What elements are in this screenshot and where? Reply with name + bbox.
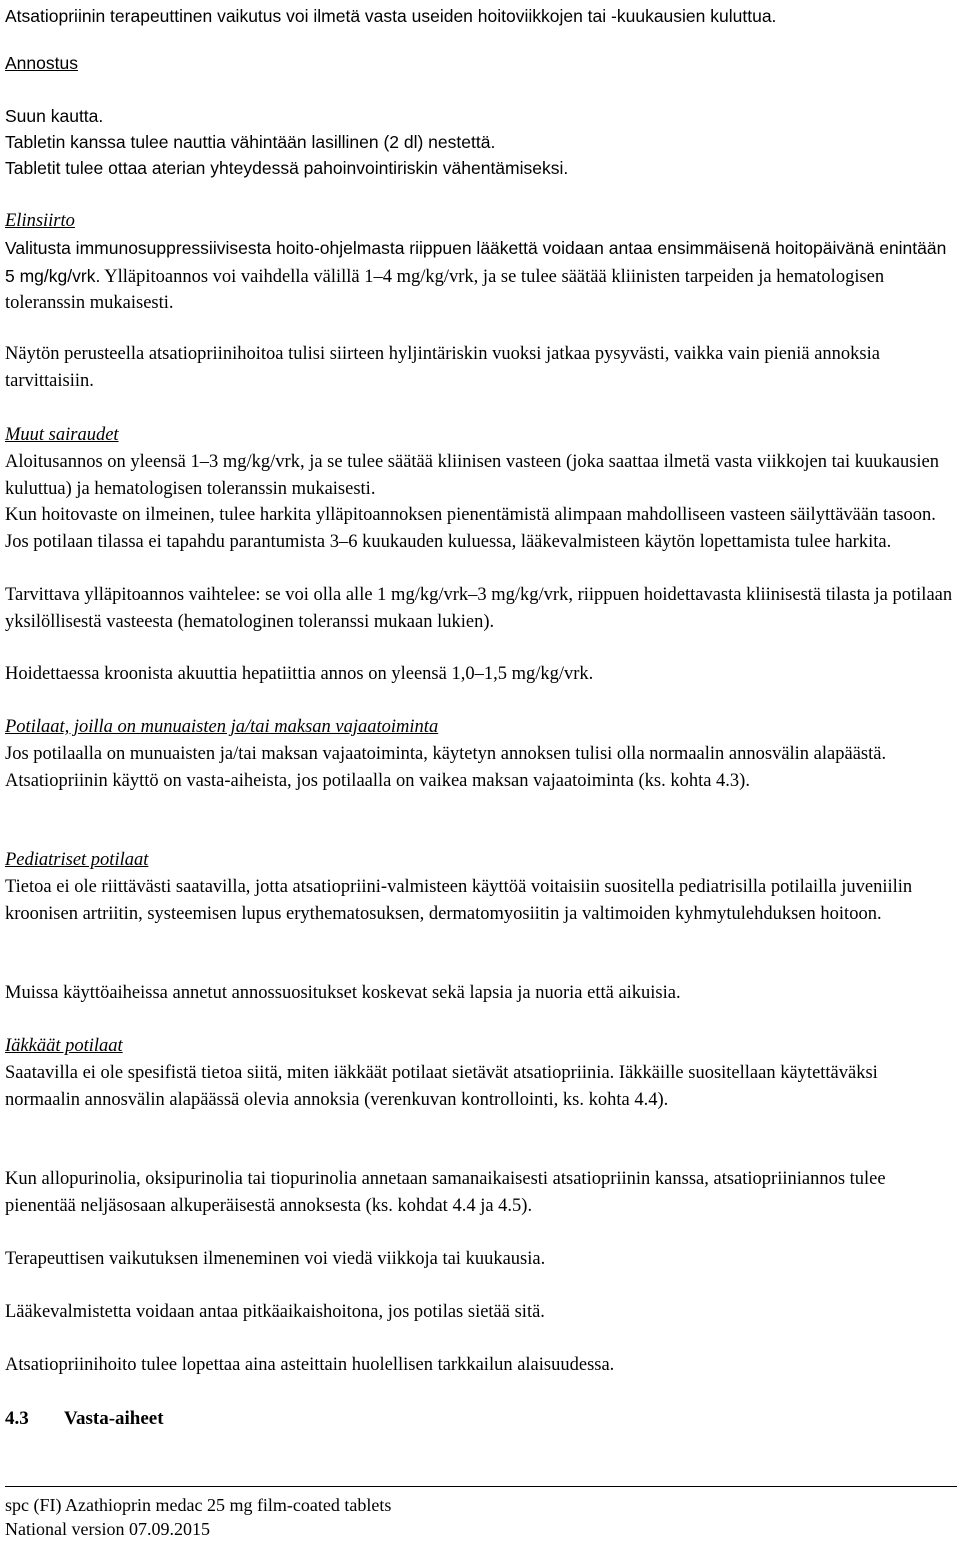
section-title: Vasta-aiheet bbox=[64, 1408, 164, 1429]
intro-line: Atsatiopriinin terapeuttinen vaikutus voi ilmetä vasta useiden hoitoviikkojen tai -kuukausien kuluttua. bbox=[5, 6, 777, 26]
iakkaat-text: Saatavilla ei ole spesifistä tietoa siitä, miten iäkkäät potilaat sietävät atsatiopriinia. Iäkkäille suositellaan käytettäväksi normaalin annosvälin alapäässä olevia annoksia (verenkuvan kontrollointi, ks. kohta 4.4). bbox=[5, 1063, 878, 1110]
closing-p4: Atsatiopriinihoito tulee lopettaa aina asteittain huolellisen tarkkailun alaisuudessa. bbox=[5, 1355, 615, 1375]
closing-p3: Lääkevalmistetta voidaan antaa pitkäaikaishoitona, jos potilas sietää sitä. bbox=[5, 1302, 545, 1322]
page-footer bbox=[5, 1493, 391, 1541]
munuais-heading: Potilaat, joilla on munuaisten ja/tai maksan vajaatoiminta bbox=[5, 717, 439, 737]
closing-p1: Kun allopurinolia, oksipurinolia tai tiopurinolia annetaan samanaikaisesti atsatiopriinin kanssa, atsatiopriiniannos tulee pienentää neljäsosaan alkuperäisestä annoksesta (ks. kohdat 4.4 ja 4.5). bbox=[5, 1169, 886, 1216]
munuais-text: Jos potilaalla on munuaisten ja/tai maksan vajaatoiminta, käytetyn annoksen tulisi olla normaalin annosvälin alapäästä. Atsatiopriinin käyttö on vasta-aiheista, jos potilaalla on vaikea maksan vajaatoiminta (ks. kohta 4.3). bbox=[5, 744, 887, 791]
elinsiirto-text bbox=[5, 235, 957, 317]
section-number: 4.3 bbox=[5, 1408, 29, 1429]
footer-line-1: spc (FI) Azathioprin medac 25 mg film-coated tablets bbox=[5, 1495, 392, 1515]
elinsiirto-note: Näytön perusteella atsatiopriinihoitoa tulisi siirteen hyljintäriskin vuoksi jatkaa pysyvästi, vaikka vain pieniä annoksia tarvittaisiin. bbox=[5, 344, 880, 391]
muut-p3: Tarvittava ylläpitoannos vaihtelee: se voi olla alle 1 mg/kg/vrk–3 mg/kg/vrk, riippuen hoidettavasta kliinisestä tilasta ja potilaan yksilöllisestä vasteesta (hematologinen toleranssi mukaan lukien). bbox=[5, 585, 953, 632]
footer-line-2: National version 07.09.2015 bbox=[5, 1519, 210, 1539]
muut-p4: Hoidettaessa kroonista akuuttia hepatiittia annos on yleensä 1,0–1,5 mg/kg/vrk. bbox=[5, 664, 594, 684]
elinsiirto-text-serif: Ylläpitoannos voi vaihdella välillä 1–4 mg/kg/vrk, ja se tulee säätää kliinisten tarpeiden ja hematologisen toleranssin mukaisesti. bbox=[5, 266, 885, 313]
muut-p2: Kun hoitovaste on ilmeinen, tulee harkita ylläpitoannoksen pienentämistä alimpaan mahdolliseen vasteen säilyttävään tasoon. Jos potilaan tilassa ei tapahdu parantumista 3–6 kuukauden kuluessa, lääkevalmisteen käytön lopettamista tulee harkita. bbox=[5, 505, 936, 552]
muut-heading: Muut sairaudet bbox=[5, 425, 119, 445]
iakkaat-heading: Iäkkäät potilaat bbox=[5, 1036, 123, 1056]
annostus-line-3: Tabletit tulee ottaa aterian yhteydessä pahoinvointiriskin vähentämiseksi. bbox=[5, 158, 569, 178]
elinsiirto-text-sans: Valitusta immunosuppressiivisesta hoito-ohjelmasta riippuen lääkettä voidaan antaa ensimmäisenä hoitopäivänä enintään 5 mg/kg/vrk. bbox=[5, 238, 947, 286]
annostus-line-1: Suun kautta. bbox=[5, 106, 104, 126]
closing-p2: Terapeuttisen vaikutuksen ilmeneminen voi viedä viikkoja tai kuukausia. bbox=[5, 1249, 546, 1269]
footer-divider bbox=[5, 1486, 957, 1487]
elinsiirto-heading: Elinsiirto bbox=[5, 211, 75, 231]
annostus-heading: Annostus bbox=[5, 53, 78, 73]
section-heading bbox=[5, 1406, 164, 1433]
pediatriset-note: Muissa käyttöaiheissa annetut annossuositukset koskevat sekä lapsia ja nuoria että aikuisia. bbox=[5, 983, 681, 1003]
pediatriset-text: Tietoa ei ole riittävästi saatavilla, jotta atsatiopriini-valmisteen käyttöä voitaisiin suositella pediatrisilla potilailla juveniilin kroonisen artriitin, systeemisen lupus erythematosuksen, dermatomyosiitin ja valtimoiden kyhmytulehduksen hoitoon. bbox=[5, 877, 913, 924]
muut-p1: Aloitusannos on yleensä 1–3 mg/kg/vrk, ja se tulee säätää kliinisen vasteen (joka saattaa ilmetä vasta viikkojen tai kuukausien kuluttua) ja hematologisen toleranssin mukaisesti. bbox=[5, 452, 939, 499]
annostus-line-2: Tabletin kanssa tulee nauttia vähintään lasillinen (2 dl) nestettä. bbox=[5, 132, 496, 152]
pediatriset-heading: Pediatriset potilaat bbox=[5, 850, 149, 870]
